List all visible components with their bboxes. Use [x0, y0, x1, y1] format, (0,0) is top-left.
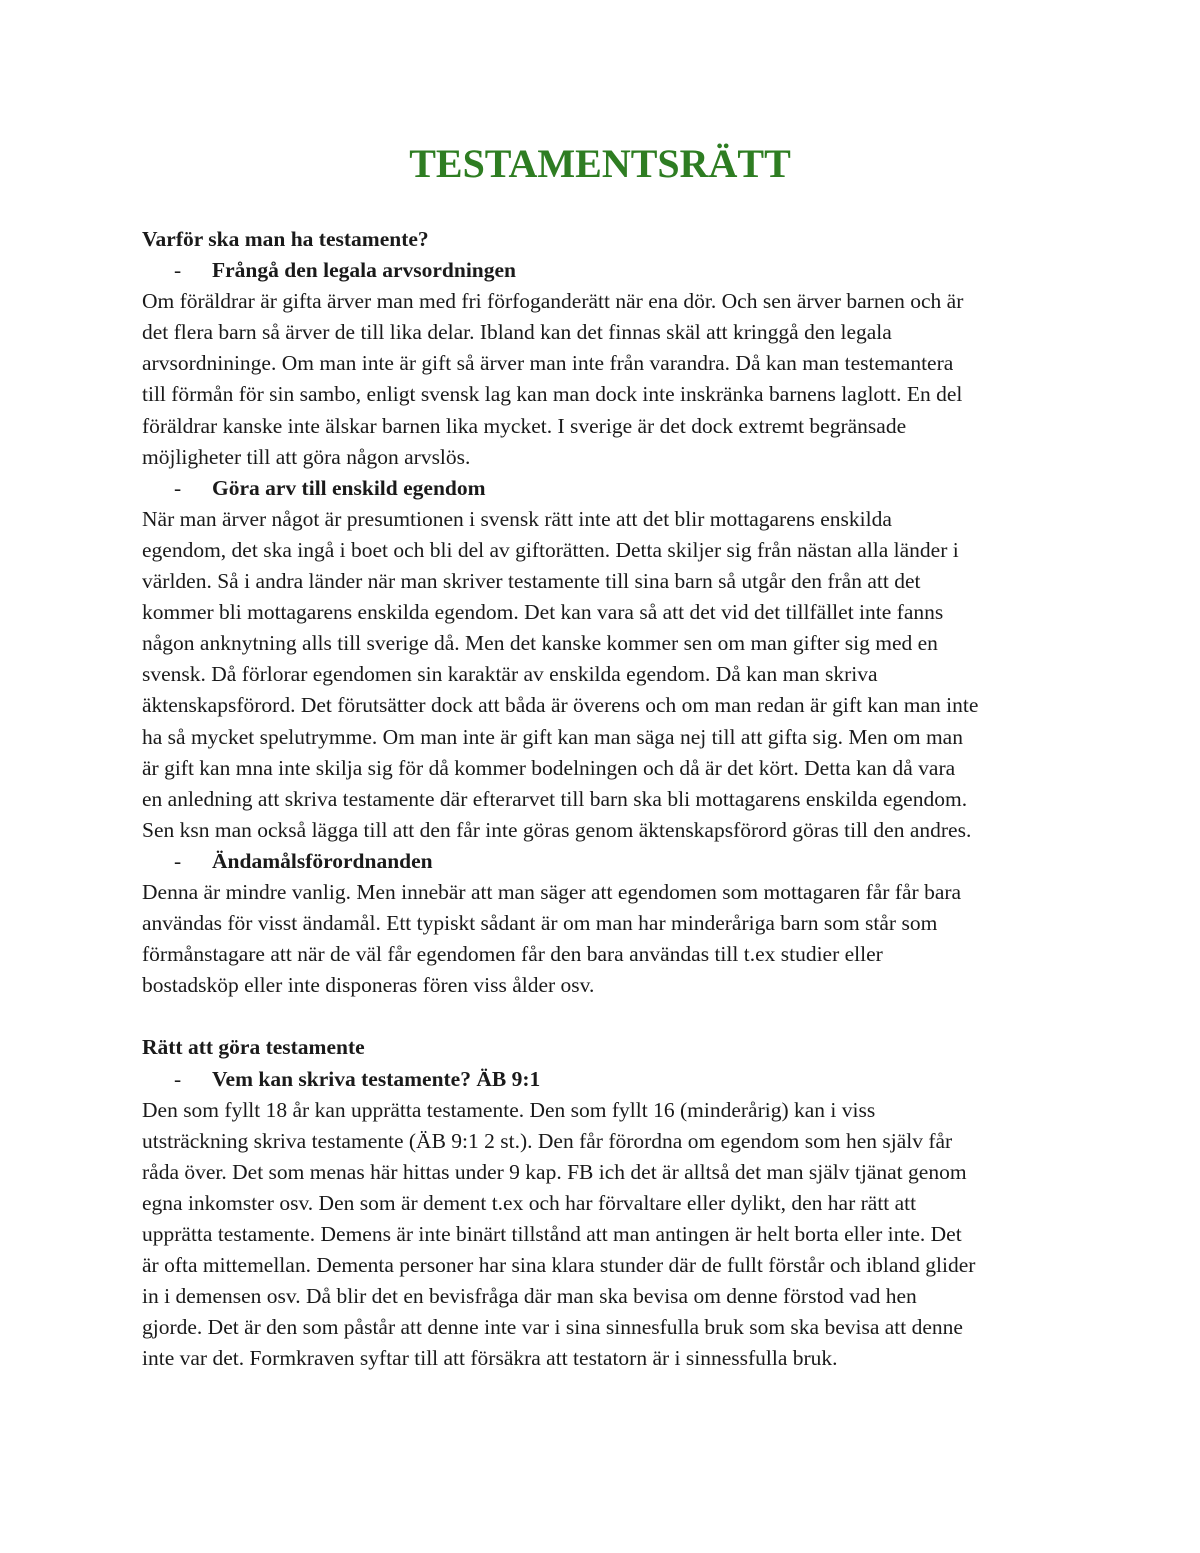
bullet-dash: - — [174, 475, 182, 500]
bullet-label: Vem kan skriva testamente? ÄB 9:1 — [212, 1066, 541, 1091]
paragraph-line: användas för visst ändamål. Ett typiskt sådant är om man har minderåriga barn som står som — [142, 911, 938, 936]
paragraph-line: råda över. Det som menas här hittas under 9 kap. FB ich det är alltså det man själv tjänat genom — [142, 1159, 967, 1184]
paragraph-line: Om föräldrar är gifta ärver man med fri förfoganderätt när ena dör. Och sen ärver barnen och är — [142, 289, 964, 314]
paragraph-line: gjorde. Det är den som påstår att denne inte var i sina sinnesfulla bruk som ska bevisa att denne — [142, 1315, 963, 1340]
paragraph-line: inte var det. Formkraven syftar till att försäkra att testatorn är i sinnessfulla bruk. — [142, 1346, 838, 1371]
bullet-heading — [142, 846, 1072, 877]
paragraph-line: äktenskapsförord. Det förutsätter dock att båda är överens och om man redan är gift kan man inte — [142, 693, 979, 718]
section-heading-why-testament: Varför ska man ha testamente? — [142, 227, 429, 251]
paragraph-line: Sen ksn man också lägga till att den får inte göras genom äktenskapsförord göras till den andres. — [142, 817, 972, 842]
paragraph-line: in i demensen osv. Då blir det en bevisfråga där man ska bevisa om denne förstod vad hen — [142, 1284, 917, 1309]
paragraph-line: bostadsköp eller inte disponeras fören viss ålder osv. — [142, 973, 595, 998]
paragraph-line: föräldrar kanske inte älskar barnen lika mycket. I sverige är det dock extremt begränsade — [142, 413, 907, 438]
bullet-label: Göra arv till enskild egendom — [212, 475, 486, 500]
bullet-heading — [142, 255, 1072, 286]
paragraph-line: det flera barn så ärver de till lika delar. Ibland kan det finnas skäl att kringgå den legala — [142, 320, 892, 345]
paragraph-line: är ofta mittemellan. Dementa personer har sina klara stunder där de fullt förstår och ibland glider — [142, 1253, 976, 1278]
paragraph-line: möjligheter till att göra någon arvslös. — [142, 444, 471, 469]
section-heading-right-to-testament: Rätt att göra testamente — [142, 1035, 365, 1060]
paragraph-line: kommer bli mottagarens enskilda egendom. Det kan vara så att det vid det tillfället inte fanns — [142, 600, 944, 625]
bullet-label: Frångå den legala arvsordningen — [212, 258, 517, 283]
bullet-heading — [142, 473, 1072, 504]
blank-line — [142, 1001, 1072, 1032]
page-title: TESTAMENTSRÄTT — [409, 141, 791, 186]
document-body — [142, 224, 1072, 1374]
paragraph-line: Denna är mindre vanlig. Men innebär att man säger att egendomen som mottagaren får får bara — [142, 879, 962, 904]
bullet-heading — [142, 1064, 1072, 1095]
paragraph-line: till förmån för sin sambo, enligt svensk lag kan man dock inte inskränka barnens laglott. En del — [142, 382, 963, 407]
paragraph-line: arvsordnininge. Om man inte är gift så ärver man inte från varandra. Då kan man testemantera — [142, 351, 954, 376]
paragraph-line: Den som fyllt 18 år kan upprätta testamente. Den som fyllt 16 (minderårig) kan i viss — [142, 1097, 876, 1122]
paragraph-line: är gift kan mna inte skilja sig för då kommer bodelningen och då är det kört. Detta kan då vara — [142, 755, 956, 780]
paragraph-line: egna inkomster osv. Den som är dement t.ex och har förvaltare eller dylikt, den har rätt att — [142, 1190, 917, 1215]
paragraph-line: När man ärver något är presumtionen i svensk rätt inte att det blir mottagarens enskilda — [142, 506, 892, 531]
paragraph-line: egendom, det ska ingå i boet och bli del av giftorätten. Detta skiljer sig från nästan alla länder i — [142, 537, 959, 562]
paragraph-line: en anledning att skriva testamente där efterarvet till barn ska bli mottagarens enskilda egendom. — [142, 786, 968, 811]
paragraph-line: förmånstagare att när de väl får egendomen får den bara användas till t.ex studier eller — [142, 942, 883, 967]
paragraph-line: upprätta testamente. Demens är inte binärt tillstånd att man antingen är helt borta eller inte. Det — [142, 1222, 962, 1246]
bullet-dash: - — [174, 258, 182, 283]
paragraph-line: någon anknytning alls till sverige då. Men det kanske kommer sen om man gifter sig med en — [142, 631, 938, 656]
bullet-dash: - — [174, 1066, 182, 1091]
bullet-label: Ändamålsförordnanden — [212, 848, 433, 873]
paragraph-line: utsträckning skriva testamente (ÄB 9:1 2 st.). Den får förordna om egendom som hen själv får — [142, 1128, 953, 1153]
bullet-dash: - — [174, 848, 182, 873]
paragraph-line: svensk. Då förlorar egendomen sin karaktär av enskilda egendom. Då kan man skriva — [142, 662, 878, 687]
paragraph-line: världen. Så i andra länder när man skriver testamente till sina barn så utgår den från att det — [142, 569, 921, 594]
paragraph-line: ha så mycket spelutrymme. Om man inte är gift kan man säga nej till att gifta sig. Men om man — [142, 724, 963, 749]
